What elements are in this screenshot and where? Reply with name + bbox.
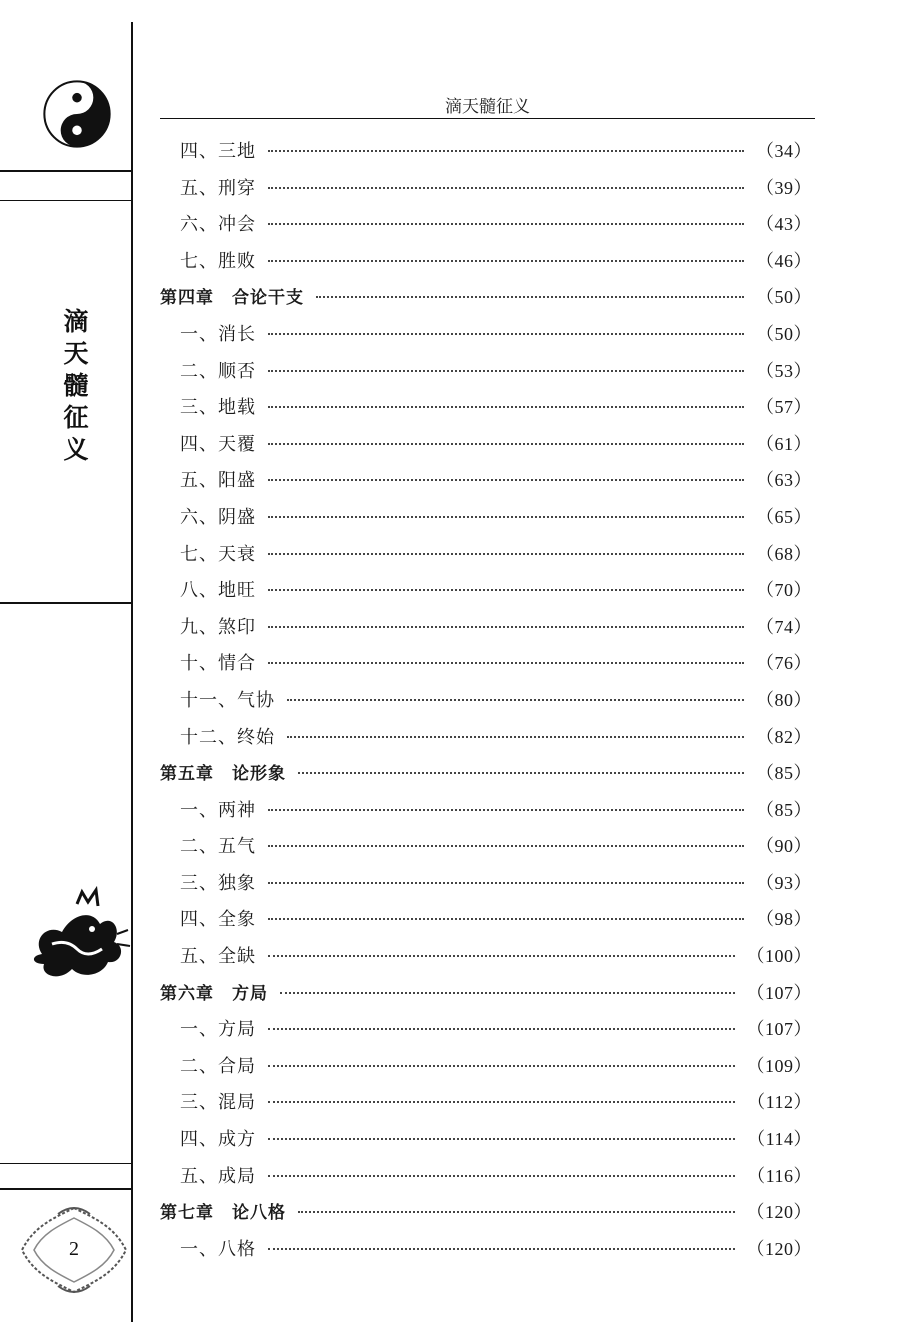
toc-chapter-entry[interactable]	[160, 283, 812, 320]
margin-divider	[131, 22, 133, 1322]
dot-leader	[280, 992, 735, 994]
toc-entry-page: （82）	[756, 726, 812, 747]
toc-section-entry[interactable]	[160, 649, 812, 686]
toc-entry-page: （46）	[756, 250, 812, 271]
table-of-contents	[160, 137, 812, 1271]
toc-section-entry[interactable]	[160, 723, 812, 760]
toc-entry-label: 第七章 论八格	[160, 1203, 286, 1224]
dot-leader	[268, 809, 744, 811]
toc-entry-label: 十一、气协	[180, 689, 275, 711]
toc-entry-label: 三、地载	[180, 397, 256, 419]
toc-section-entry[interactable]	[160, 430, 812, 467]
toc-entry-page: （85）	[756, 763, 812, 784]
toc-entry-label: 一、八格	[180, 1238, 256, 1260]
toc-entry-label: 二、合局	[180, 1055, 256, 1077]
toc-entry-page: （120）	[746, 1238, 812, 1259]
toc-entry-page: （76）	[756, 653, 812, 674]
toc-entry-page: （93）	[756, 872, 812, 893]
toc-section-entry[interactable]	[160, 174, 812, 211]
toc-entry-label: 八、地旺	[180, 580, 256, 602]
toc-entry-page: （50）	[756, 287, 812, 308]
toc-entry-label: 六、冲会	[180, 214, 256, 236]
toc-section-entry[interactable]	[160, 613, 812, 650]
toc-entry-label: 第六章 方局	[160, 983, 268, 1004]
toc-entry-label: 三、独象	[180, 872, 256, 894]
toc-entry-page: （43）	[756, 214, 812, 235]
toc-entry-page: （120）	[746, 1202, 812, 1223]
dot-leader	[268, 662, 744, 664]
header-rule	[160, 118, 815, 119]
toc-section-entry[interactable]	[160, 247, 812, 284]
toc-chapter-entry[interactable]	[160, 979, 812, 1016]
dot-leader	[268, 443, 744, 445]
toc-entry-page: （109）	[746, 1055, 812, 1076]
toc-entry-page: （116）	[747, 1165, 812, 1186]
toc-entry-page: （90）	[756, 836, 812, 857]
dot-leader	[268, 370, 744, 372]
dot-leader	[268, 406, 744, 408]
toc-entry-label: 一、两神	[180, 799, 256, 821]
toc-entry-label: 七、天衰	[180, 543, 256, 565]
toc-entry-label: 一、方局	[180, 1019, 256, 1041]
toc-entry-label: 十、情合	[180, 653, 256, 675]
toc-entry-page: （57）	[756, 397, 812, 418]
dot-leader	[268, 333, 744, 335]
spine-title-char: 天	[63, 339, 89, 368]
toc-entry-page: （63）	[756, 470, 812, 491]
toc-entry-label: 二、五气	[180, 836, 256, 858]
dot-leader	[268, 1138, 735, 1140]
toc-section-entry[interactable]	[160, 942, 812, 979]
toc-entry-label: 四、三地	[180, 141, 256, 162]
toc-section-entry[interactable]	[160, 357, 812, 394]
toc-entry-page: （65）	[756, 506, 812, 527]
toc-entry-label: 一、消长	[180, 323, 256, 345]
dot-leader	[268, 479, 744, 481]
dot-leader	[268, 553, 744, 555]
toc-section-entry[interactable]	[160, 576, 812, 613]
dot-leader	[268, 1101, 735, 1103]
dot-leader	[268, 187, 744, 189]
toc-entry-label: 五、全缺	[180, 946, 256, 968]
dot-leader	[268, 1175, 735, 1177]
toc-entry-page: （34）	[756, 141, 812, 161]
toc-entry-label: 四、天覆	[180, 433, 256, 455]
toc-entry-page: （74）	[756, 616, 812, 637]
spine-title	[56, 306, 96, 466]
toc-section-entry[interactable]	[160, 466, 812, 503]
toc-entry-label: 六、阴盛	[180, 506, 256, 528]
dot-leader	[268, 260, 744, 262]
dot-leader	[268, 955, 735, 957]
toc-entry-page: （70）	[756, 580, 812, 601]
running-header: 滴天髓征义	[445, 97, 530, 117]
toc-entry-page: （114）	[747, 1129, 812, 1150]
toc-section-entry[interactable]	[160, 503, 812, 540]
dot-leader	[268, 1028, 735, 1030]
toc-chapter-entry[interactable]	[160, 1198, 812, 1235]
dot-leader	[298, 772, 744, 774]
toc-entry-label: 第五章 论形象	[160, 764, 286, 785]
toc-section-entry[interactable]	[160, 1125, 812, 1162]
toc-entry-page: （68）	[756, 543, 812, 564]
yin-yang-icon	[43, 80, 111, 148]
toc-entry-page: （85）	[756, 799, 812, 820]
toc-chapter-entry[interactable]	[160, 759, 812, 796]
toc-section-entry[interactable]	[160, 393, 812, 430]
toc-entry-label: 第四章 合论干支	[160, 288, 304, 309]
dot-leader	[268, 882, 744, 884]
toc-entry-page: （50）	[756, 323, 812, 344]
dot-leader	[268, 516, 744, 518]
dot-leader	[268, 1248, 735, 1250]
toc-entry-label: 九、煞印	[180, 616, 256, 638]
margin-rule	[0, 1163, 131, 1164]
toc-section-entry[interactable]	[160, 210, 812, 247]
toc-entry-label: 五、成局	[180, 1165, 256, 1187]
toc-section-entry[interactable]	[160, 796, 812, 833]
toc-section-entry[interactable]	[160, 905, 812, 942]
dot-leader	[268, 1065, 735, 1067]
toc-section-entry[interactable]	[160, 869, 812, 906]
dot-leader	[298, 1211, 735, 1213]
toc-entry-label: 七、胜败	[180, 250, 256, 272]
toc-section-entry[interactable]	[160, 540, 812, 577]
spine-title-char: 髓	[63, 371, 89, 400]
toc-section-entry[interactable]	[160, 1162, 812, 1199]
spine-title-char: 义	[63, 435, 89, 464]
toc-entry-label: 二、顺否	[180, 360, 256, 382]
dot-leader	[287, 736, 744, 738]
dot-leader	[268, 918, 744, 920]
margin-rule	[0, 170, 131, 172]
toc-entry-label: 五、阳盛	[180, 470, 256, 492]
toc-entry-label: 五、刑穿	[180, 177, 256, 199]
dot-leader	[287, 699, 744, 701]
margin-rule	[0, 200, 131, 201]
toc-entry-label: 三、混局	[180, 1092, 256, 1114]
toc-section-entry[interactable]	[160, 832, 812, 869]
toc-section-entry[interactable]	[160, 1015, 812, 1052]
margin-rule	[0, 1188, 131, 1190]
toc-entry-page: （100）	[746, 946, 812, 967]
dot-leader	[268, 150, 744, 152]
dragon-icon	[22, 884, 132, 994]
toc-entry-page: （53）	[756, 360, 812, 381]
toc-entry-page: （61）	[756, 433, 812, 454]
dot-leader	[268, 589, 744, 591]
toc-entry-page: （98）	[756, 909, 812, 930]
dot-leader	[316, 296, 744, 298]
toc-entry-label: 四、成方	[180, 1129, 256, 1151]
spine-title-char: 滴	[63, 307, 89, 336]
dot-leader	[268, 626, 744, 628]
spine-title-char: 征	[63, 403, 89, 432]
toc-section-entry[interactable]	[160, 320, 812, 357]
toc-entry-label: 四、全象	[180, 909, 256, 931]
toc-entry-page: （107）	[746, 982, 812, 1003]
margin-rule	[0, 602, 131, 604]
toc-section-entry[interactable]	[160, 1088, 812, 1125]
toc-section-entry[interactable]	[160, 137, 812, 174]
toc-entry-page: （107）	[746, 1019, 812, 1040]
page-number: 2	[69, 1238, 79, 1260]
toc-entry-page: （39）	[756, 177, 812, 198]
toc-section-entry[interactable]	[160, 1052, 812, 1089]
toc-entry-page: （112）	[747, 1092, 812, 1113]
toc-section-entry[interactable]	[160, 1235, 812, 1272]
toc-section-entry[interactable]	[160, 686, 812, 723]
toc-entry-page: （80）	[756, 689, 812, 710]
dot-leader	[268, 223, 744, 225]
dot-leader	[268, 845, 744, 847]
toc-entry-label: 十二、终始	[180, 726, 275, 748]
